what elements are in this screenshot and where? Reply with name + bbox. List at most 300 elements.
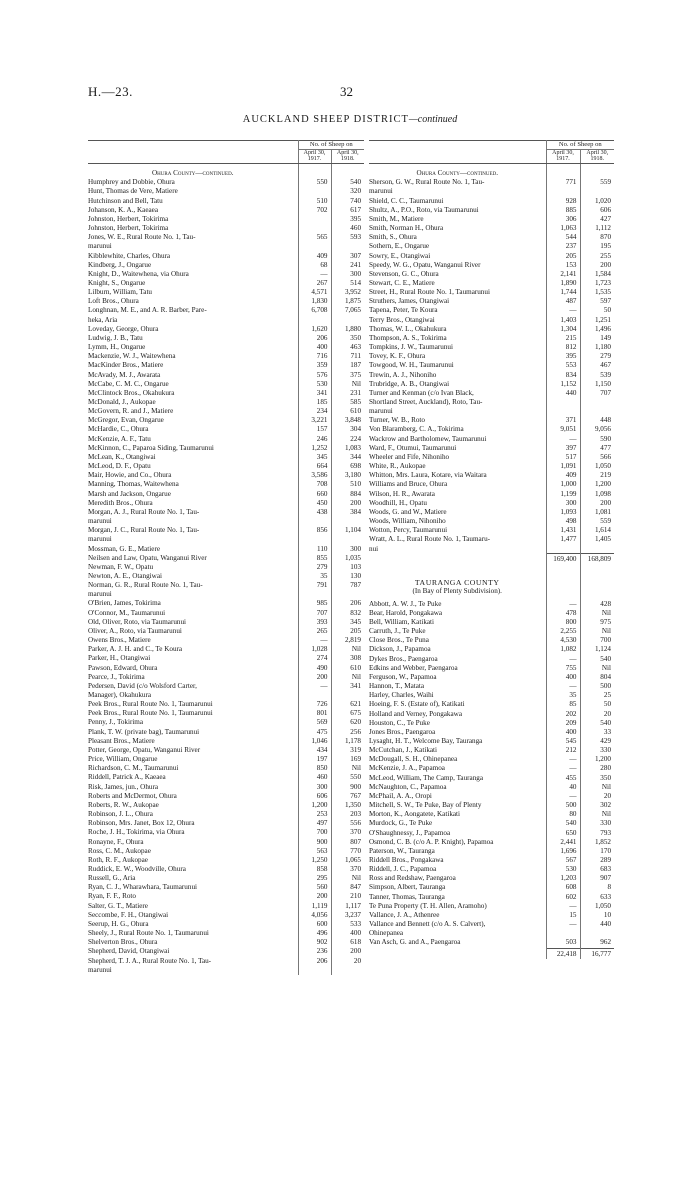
table-row bbox=[88, 728, 364, 737]
sheep-1917: 1,477 bbox=[546, 535, 580, 544]
entry-name: Dykes Bros., Paengaroa bbox=[369, 654, 438, 663]
entry-name: Price, William, Ongarue bbox=[88, 755, 158, 764]
entry-name: Shortland Street, Auckland), Roto, Tau- bbox=[369, 398, 483, 406]
spacer-row bbox=[369, 564, 614, 578]
entry-name: Roth, R. F., Aukopae bbox=[88, 855, 148, 864]
sheep-1918: 1,496 bbox=[580, 325, 614, 334]
sheep-1918: 1,180 bbox=[580, 343, 614, 352]
sheep-1918: 350 bbox=[331, 334, 364, 343]
sheep-1918: Nil bbox=[331, 764, 364, 773]
entry-name: McGovern, R. and J., Matiere bbox=[88, 407, 174, 416]
sheep-1918: 3,180 bbox=[331, 471, 364, 480]
entry-name: Ryan, F. F., Roto bbox=[88, 892, 136, 901]
entry-name: Jones, W. E., Rural Route No. 1, Tau- bbox=[88, 233, 196, 242]
sheep-1918: 1,875 bbox=[331, 297, 364, 306]
table-row bbox=[369, 233, 614, 242]
sheep-1918: 683 bbox=[580, 865, 614, 874]
entry-name: Bear, Harold, Pongakawa bbox=[369, 608, 443, 617]
spacer bbox=[369, 564, 546, 578]
sheep-1918: 25 bbox=[580, 691, 614, 700]
sheep-1918: 870 bbox=[580, 233, 614, 242]
sheep-1917: 279 bbox=[298, 563, 331, 572]
table-row bbox=[369, 728, 614, 737]
table-row bbox=[88, 609, 364, 618]
sheep-1918: 700 bbox=[580, 636, 614, 645]
sheep-1918: 621 bbox=[331, 700, 364, 709]
sheep-1918: 1,081 bbox=[580, 508, 614, 517]
entry-name: Ruddick, E. W., Woodville, Ohura bbox=[88, 864, 186, 873]
table-row bbox=[369, 462, 614, 471]
entry-name: Houston, C., Te Puke bbox=[369, 718, 430, 727]
entry-name: Pleasant Bros., Matiere bbox=[88, 736, 155, 745]
table-row bbox=[369, 444, 614, 453]
sheep-1918: 606 bbox=[580, 206, 614, 215]
sheep-1918: 832 bbox=[331, 609, 364, 618]
sheep-1918: 219 bbox=[580, 471, 614, 480]
entry-name: Ward, F., Otumui, Taumarunui bbox=[369, 443, 457, 452]
sheep-1917: 487 bbox=[546, 297, 580, 306]
sheep-1918: 1,350 bbox=[331, 801, 364, 810]
table-row bbox=[369, 783, 614, 792]
entry-name: Ross and Redshaw, Paengaroa bbox=[369, 874, 456, 883]
sheep-1918: 395 bbox=[331, 215, 364, 224]
entry-name: Parker, A. J. H. and C., Te Koura bbox=[88, 645, 183, 654]
table-row bbox=[369, 920, 614, 929]
sheep-1917: 409 bbox=[298, 252, 331, 261]
sheep-1917: 300 bbox=[298, 783, 331, 792]
table-row bbox=[88, 947, 364, 956]
sheep-1918: 344 bbox=[331, 453, 364, 462]
table-row bbox=[88, 343, 364, 352]
table-row bbox=[88, 215, 364, 224]
table-row bbox=[369, 215, 614, 224]
entry-name: Hoeing, F. S. (Estate of), Katikati bbox=[369, 700, 465, 709]
table-row bbox=[88, 865, 364, 874]
table-row bbox=[369, 938, 614, 948]
sheep-1917: 600 bbox=[298, 920, 331, 929]
sheep-1918: Nil bbox=[580, 810, 614, 819]
sheep-1918: 1,020 bbox=[580, 197, 614, 206]
entry-name: Wilson, H. R., Awarata bbox=[369, 489, 435, 498]
tauranga-county-heading-row bbox=[369, 578, 614, 587]
table-row bbox=[88, 938, 364, 947]
sheep-1917: 215 bbox=[546, 334, 580, 343]
table-row bbox=[88, 618, 364, 627]
sheep-1918: 597 bbox=[580, 297, 614, 306]
sheep-1918: Nil bbox=[580, 664, 614, 673]
sheep-1918: 370 bbox=[331, 865, 364, 874]
entry-name: Oliver, A., Roto, via Taumarunui bbox=[88, 626, 182, 635]
table-row bbox=[88, 902, 364, 911]
entry-name: Van Asch, G. and A., Paengaroa bbox=[369, 938, 461, 947]
table-row bbox=[88, 810, 364, 819]
sheep-1917: 726 bbox=[298, 700, 331, 709]
entry-name: McCutchan, J., Katikati bbox=[369, 746, 438, 755]
entry-name: Mossman, G. E., Matiere bbox=[88, 544, 160, 553]
left-table bbox=[88, 140, 364, 975]
sheep-1918 bbox=[331, 316, 364, 325]
sheep-1918 bbox=[580, 398, 614, 407]
entry-name: McKenzie, A. F., Tatu bbox=[88, 434, 151, 443]
entry-name: Shultz, A., P.O., Roto, via Taumarunui bbox=[369, 205, 479, 214]
table-row bbox=[369, 655, 614, 664]
entry-name: Morgan, J. C., Rural Route No. 1, Tau- bbox=[88, 526, 200, 535]
sheep-1918: 350 bbox=[580, 774, 614, 783]
table-row bbox=[88, 590, 364, 599]
table-row bbox=[369, 856, 614, 865]
sheep-1918 bbox=[331, 590, 364, 599]
sheep-1917: 440 bbox=[546, 389, 580, 398]
sheep-1917: 858 bbox=[298, 865, 331, 874]
sheep-1917: 1,890 bbox=[546, 279, 580, 288]
sheep-1918: 1,723 bbox=[580, 279, 614, 288]
entry-name: Simpson, Albert, Tauranga bbox=[369, 883, 446, 892]
entry-name: Newman, F. W., Opatu bbox=[88, 562, 154, 571]
sheep-1917: 1,000 bbox=[546, 480, 580, 489]
table-row bbox=[88, 554, 364, 563]
sheep-1917: 68 bbox=[298, 261, 331, 270]
entry-name: O'Shaughnessy, J., Papamoa bbox=[369, 828, 451, 837]
sheep-1918: 320 bbox=[331, 187, 364, 196]
sheep-1917: 153 bbox=[546, 261, 580, 270]
sheep-1918: 559 bbox=[580, 517, 614, 526]
table-row bbox=[88, 847, 364, 856]
sheep-1918: 460 bbox=[331, 224, 364, 233]
sheep-1918: 170 bbox=[580, 847, 614, 856]
sheep-1917: 393 bbox=[298, 618, 331, 627]
table-row bbox=[88, 206, 364, 215]
sheep-1918: Nil bbox=[331, 874, 364, 883]
sheep-1917: — bbox=[546, 902, 580, 911]
table-row bbox=[88, 957, 364, 966]
sheep-1917: 490 bbox=[298, 664, 331, 673]
table-row bbox=[369, 187, 614, 196]
sheep-1917: 902 bbox=[298, 938, 331, 947]
sheep-1917: 267 bbox=[298, 279, 331, 288]
table-row bbox=[369, 297, 614, 306]
entry-name: Loveday, George, Ohura bbox=[88, 324, 159, 333]
sheep-1917: 1,403 bbox=[546, 316, 580, 325]
entry-name: Trewin, A. J., Nihoniho bbox=[369, 370, 437, 379]
sheep-1917: 567 bbox=[546, 856, 580, 865]
table-row bbox=[369, 380, 614, 389]
table-row bbox=[369, 242, 614, 251]
table-row bbox=[88, 627, 364, 636]
entry-name: Smith, Norman H., Ohura bbox=[369, 224, 444, 233]
entry-name: Ronayne, F., Ohura bbox=[88, 837, 144, 846]
sheep-1917: — bbox=[546, 600, 580, 609]
sheep-1917: 200 bbox=[298, 892, 331, 901]
sheep-1918: 467 bbox=[580, 361, 614, 370]
entry-name: McNaughton, C., Papamoa bbox=[369, 782, 447, 791]
sheep-1917: — bbox=[546, 920, 580, 929]
table-row bbox=[88, 361, 364, 370]
sheep-1917: — bbox=[546, 655, 580, 664]
sheep-1917: 660 bbox=[298, 490, 331, 499]
sheep-1917: 246 bbox=[298, 435, 331, 444]
entry-name: Trubridge, A. B., Otangiwai bbox=[369, 379, 450, 388]
sheep-1918 bbox=[331, 517, 364, 526]
sheep-1918: 593 bbox=[331, 233, 364, 242]
sheep-1917 bbox=[546, 398, 580, 407]
entry-name: Turner, W. B., Roto bbox=[369, 416, 425, 425]
entry-name: Loft Bros., Ohura bbox=[88, 297, 139, 306]
sheep-1917: 371 bbox=[546, 416, 580, 425]
sheep-1917: 544 bbox=[546, 233, 580, 242]
sheep-1917: 212 bbox=[546, 746, 580, 755]
left-col2-header: April 30, 1918. bbox=[331, 149, 364, 164]
entry-name: Sherson, G. W., Rural Route No. 1, Tau- bbox=[369, 178, 485, 187]
entry-name: Potter, George, Opatu, Wanganui River bbox=[88, 745, 201, 754]
sheep-1918: 448 bbox=[580, 416, 614, 425]
sheep-1917: 341 bbox=[298, 389, 331, 398]
table-row bbox=[88, 261, 364, 270]
entry-name: Peek Bros., Rural Route No. 1, Taumarunui bbox=[88, 700, 213, 709]
table-row bbox=[369, 325, 614, 334]
sheep-1917: 1,744 bbox=[546, 288, 580, 297]
table-row bbox=[369, 682, 614, 691]
sheep-1917: 2,255 bbox=[546, 627, 580, 636]
entry-name: Thompson, A. S., Tokirima bbox=[369, 333, 447, 342]
table-row bbox=[88, 545, 364, 554]
sheep-1917: 700 bbox=[298, 828, 331, 837]
entry-name: Ross, C. M., Aukopae bbox=[88, 846, 151, 855]
sheep-1917: 1,250 bbox=[298, 856, 331, 865]
table-row bbox=[88, 270, 364, 279]
entry-name: Manager), Okahukura bbox=[88, 691, 152, 699]
sheep-1918: 289 bbox=[580, 856, 614, 865]
sheep-1918: 203 bbox=[331, 810, 364, 819]
page-number: 32 bbox=[340, 84, 353, 99]
sheep-1918: 50 bbox=[580, 306, 614, 315]
table-row bbox=[369, 517, 614, 526]
sheep-1917 bbox=[546, 545, 580, 554]
entry-name: McKenzie, J. A., Papamoa bbox=[369, 764, 445, 773]
sheep-1917: 197 bbox=[298, 755, 331, 764]
sheep-1917: 834 bbox=[546, 371, 580, 380]
sheep-1918: 590 bbox=[580, 435, 614, 444]
sheep-1918: 1,584 bbox=[580, 270, 614, 279]
entry-name: Salter, G. T., Matiere bbox=[88, 901, 148, 910]
sheep-1917: 265 bbox=[298, 627, 331, 636]
sheep-1917: 85 bbox=[546, 700, 580, 709]
table-row bbox=[88, 636, 364, 645]
sheep-1918: 3,952 bbox=[331, 288, 364, 297]
entry-name: Riddell Bros., Pongakawa bbox=[369, 856, 444, 864]
sheep-1917: 855 bbox=[298, 554, 331, 563]
entry-name: Wotton, Percy, Taumarunui bbox=[369, 526, 448, 535]
sheep-1918: 1,104 bbox=[331, 526, 364, 535]
sheep-1917: — bbox=[298, 682, 331, 691]
sheep-1918: 200 bbox=[331, 947, 364, 956]
sheep-1917: 1,696 bbox=[546, 847, 580, 856]
entry-name: Tompkins, J. W., Taumarunui bbox=[369, 343, 453, 352]
table-row bbox=[369, 636, 614, 645]
sheep-1917 bbox=[298, 187, 331, 196]
sheep-1918: 187 bbox=[331, 361, 364, 370]
sheep-1918: 550 bbox=[331, 773, 364, 782]
sheep-1917 bbox=[298, 316, 331, 325]
sheep-1918: 200 bbox=[580, 499, 614, 508]
right-section-row bbox=[369, 169, 614, 178]
table-row bbox=[88, 563, 364, 572]
table-row bbox=[88, 783, 364, 792]
entry-name: Seerup, H. G., Ohura bbox=[88, 919, 149, 928]
entry-name: Osmond, C. B. (c/o A. P. Knight), Papamoa bbox=[369, 837, 494, 846]
sheep-1918: 231 bbox=[331, 389, 364, 398]
sheep-1917: 1,620 bbox=[298, 325, 331, 334]
sheep-1917: 209 bbox=[546, 719, 580, 728]
table-row bbox=[88, 371, 364, 380]
sheep-1917: 1,028 bbox=[298, 645, 331, 654]
sheep-1918: 33 bbox=[580, 728, 614, 737]
sheep-1917: 664 bbox=[298, 462, 331, 471]
sheep-1918: Nil bbox=[580, 627, 614, 636]
entry-name: Woodhill, H., Opatu bbox=[369, 498, 427, 507]
table-row bbox=[369, 389, 614, 398]
sheep-1918: 633 bbox=[580, 893, 614, 902]
sheep-1918: 847 bbox=[331, 883, 364, 892]
sheep-1917: 438 bbox=[298, 508, 331, 517]
sheep-1917: 397 bbox=[546, 444, 580, 453]
table-row bbox=[369, 371, 614, 380]
entry-name: Knight, D., Waitewhena, via Ohura bbox=[88, 269, 189, 278]
table-row bbox=[369, 499, 614, 508]
entry-name: Turner and Kenman (c/o Ivan Black, bbox=[369, 388, 474, 397]
entry-name: marunui bbox=[88, 965, 112, 974]
sheep-1918: 206 bbox=[331, 599, 364, 608]
table-row bbox=[369, 929, 614, 938]
table-row bbox=[369, 535, 614, 544]
table-row bbox=[88, 425, 364, 434]
entry-name: Roberts and McDermot, Ohura bbox=[88, 791, 177, 800]
entry-name: Edkins and Webber, Paengaroa bbox=[369, 663, 458, 672]
sheep-1918: 1,200 bbox=[580, 480, 614, 489]
sheep-1918: 533 bbox=[331, 920, 364, 929]
entry-name: marunui bbox=[88, 517, 112, 526]
table-row bbox=[369, 664, 614, 673]
sheep-1918: 540 bbox=[580, 719, 614, 728]
sheep-1917: 202 bbox=[546, 710, 580, 719]
entry-name: O'Brien, James, Tokirima bbox=[88, 599, 161, 608]
sheep-1917: 716 bbox=[298, 352, 331, 361]
sheep-1917: 565 bbox=[298, 233, 331, 242]
table-row bbox=[88, 517, 364, 526]
sheep-1917: 274 bbox=[298, 654, 331, 663]
sheep-1917: 602 bbox=[546, 893, 580, 902]
sheep-1917: 237 bbox=[546, 242, 580, 251]
sheep-1917: 234 bbox=[298, 407, 331, 416]
entry-name: Owens Bros., Matiere bbox=[88, 636, 151, 645]
sheep-1918: 610 bbox=[331, 407, 364, 416]
sheep-1917: — bbox=[546, 306, 580, 315]
sheep-1918 bbox=[331, 242, 364, 251]
sheep-1918: 280 bbox=[580, 764, 614, 773]
tauranga-subdivision-note: (In Bay of Plenty Subdivision). bbox=[412, 587, 502, 596]
table-row bbox=[369, 627, 614, 636]
sheep-1917: 400 bbox=[546, 728, 580, 737]
table-row bbox=[88, 718, 364, 727]
sheep-1917: 22,418 bbox=[546, 948, 580, 959]
sheep-1917: 80 bbox=[546, 810, 580, 819]
table-row bbox=[369, 471, 614, 480]
sheep-1917: 157 bbox=[298, 425, 331, 434]
entry-name: marunui bbox=[88, 535, 112, 544]
sheep-1917: — bbox=[546, 755, 580, 764]
table-row bbox=[88, 801, 364, 810]
table-row bbox=[369, 197, 614, 206]
entry-name: O'Connor, M., Taumarunui bbox=[88, 608, 166, 617]
entry-name: Riddell, Patrick A., Kaeaea bbox=[88, 773, 166, 782]
entry-name: Sothern, E., Ongarue bbox=[369, 242, 430, 251]
entry-name: McLeod, D. F., Opatu bbox=[88, 462, 151, 471]
entry-name: Old, Oliver, Roto, via Taumarunui bbox=[88, 617, 187, 626]
sheep-1917: 400 bbox=[546, 673, 580, 682]
entry-name: Meredith Bros., Ohura bbox=[88, 498, 153, 507]
sheep-1917: 650 bbox=[546, 829, 580, 838]
sheep-1918: 907 bbox=[580, 874, 614, 883]
sheep-1917: 4,530 bbox=[546, 636, 580, 645]
table-row bbox=[369, 810, 614, 819]
table-row bbox=[88, 737, 364, 746]
sheep-1917: 545 bbox=[546, 737, 580, 746]
sheep-1917: 400 bbox=[298, 343, 331, 352]
table-row bbox=[369, 416, 614, 425]
entry-name: Harley, Charles, Waihi bbox=[369, 691, 434, 700]
table-row bbox=[369, 792, 614, 801]
sheep-1918: 1,112 bbox=[580, 224, 614, 233]
table-row bbox=[88, 462, 364, 471]
sheep-1917: 409 bbox=[546, 471, 580, 480]
sheep-1917: — bbox=[298, 270, 331, 279]
sheep-1918: 205 bbox=[331, 627, 364, 636]
table-row bbox=[88, 966, 364, 975]
entry-name: Humphrey and Dobbie, Ohura bbox=[88, 178, 175, 187]
sheep-1917: 295 bbox=[298, 874, 331, 883]
table-row bbox=[88, 233, 364, 242]
entry-name: Norman, G. R., Rural Route No. 1, Tau- bbox=[88, 581, 203, 590]
entry-name: Holland and Verney, Pongakawa bbox=[369, 709, 463, 718]
table-row bbox=[88, 224, 364, 233]
entry-name: Shepherd, David, Otangiwai bbox=[88, 947, 170, 956]
entry-name: Tanner, Thomas, Tauranga bbox=[369, 892, 445, 901]
table-row bbox=[88, 187, 364, 196]
table-row bbox=[369, 673, 614, 682]
sheep-1918: 620 bbox=[331, 718, 364, 727]
entry-name: Mitchell, S. W., Te Puke, Bay of Plenty bbox=[369, 801, 482, 810]
sheep-1918: 510 bbox=[331, 480, 364, 489]
table-row bbox=[88, 334, 364, 343]
entry-name: Wratt, A. L., Rural Route No. 1, Taumaru- bbox=[369, 535, 491, 544]
entry-name: Hutchinson and Bell, Tatu bbox=[88, 196, 163, 205]
table-row bbox=[88, 838, 364, 847]
entry-name: Morton, K., Aongatete, Katikati bbox=[369, 810, 461, 819]
sheep-1917: 707 bbox=[298, 609, 331, 618]
table-row bbox=[88, 599, 364, 608]
sheep-1918: 477 bbox=[580, 444, 614, 453]
sheep-1918: 169 bbox=[331, 755, 364, 764]
page-title-main: AUCKLAND SHEEP DISTRICT bbox=[242, 114, 409, 125]
sheep-1918: 1,251 bbox=[580, 316, 614, 325]
entry-name: Smith, S., Ohura bbox=[369, 233, 417, 242]
entry-name: Longhnan, M. E., and A. R. Barber, Pare- bbox=[88, 306, 207, 315]
sheep-1918: 1,083 bbox=[331, 444, 364, 453]
sheep-1918 bbox=[331, 535, 364, 544]
right-header-row bbox=[369, 141, 614, 150]
sheep-1917: 15 bbox=[546, 911, 580, 920]
entry-name: Lymm, H., Ongarue bbox=[88, 343, 146, 352]
sheep-1918: 1,200 bbox=[580, 755, 614, 764]
